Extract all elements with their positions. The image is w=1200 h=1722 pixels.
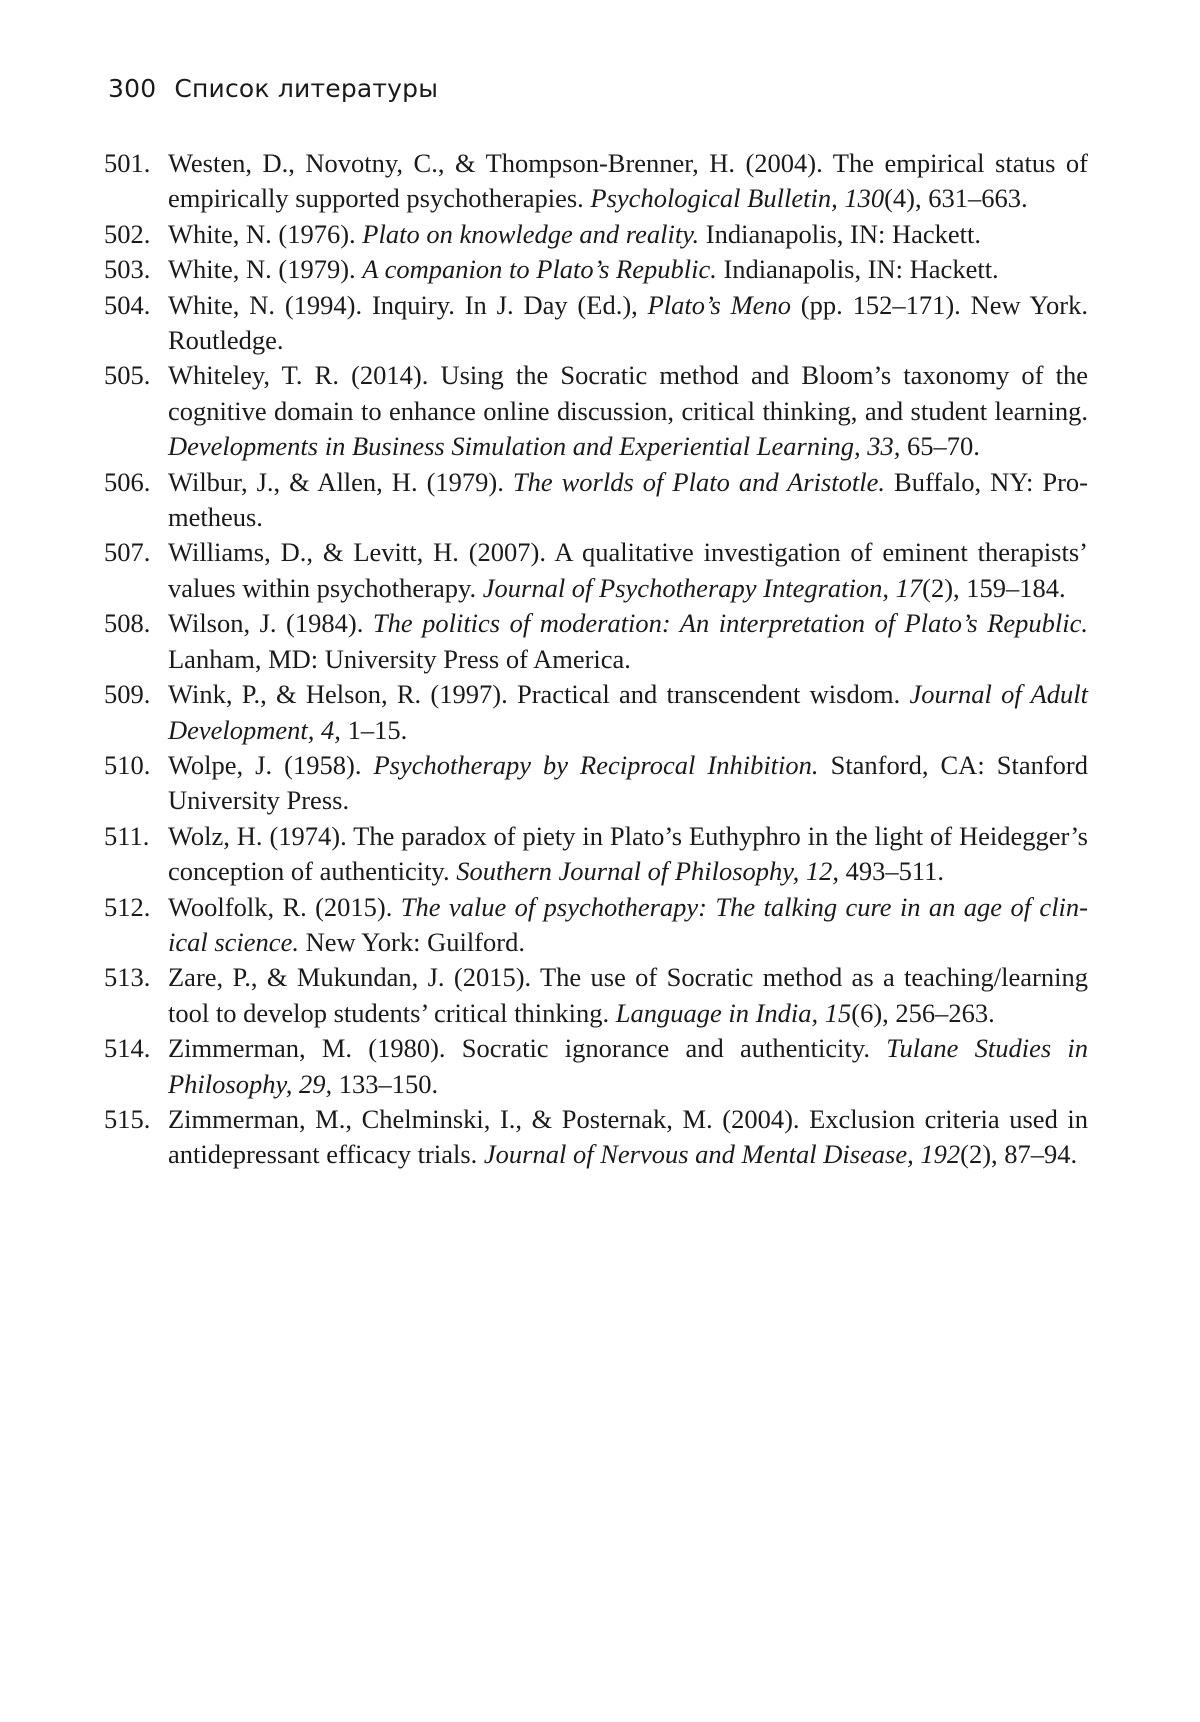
reference-source-italic: Journal of Adult Development, 4, <box>168 679 1088 745</box>
reference-item <box>104 146 1088 217</box>
reference-number: 504. <box>104 289 151 320</box>
reference-text-segment: Wolpe, J. (1958). <box>168 749 374 780</box>
reference-text-segment: (6), 256–263. <box>851 997 995 1028</box>
reference-text-segment: 65–70. <box>900 431 980 462</box>
reference-text <box>168 288 1088 359</box>
page-number: 300 <box>108 74 157 103</box>
reference-text <box>168 960 1088 1031</box>
reference-source-italic: Psychotherapy by Reciprocal Inhibition. <box>373 749 819 780</box>
reference-text-segment: (pp. 152–171). New York. Routledge. <box>168 289 1088 356</box>
reference-item <box>104 606 1088 677</box>
reference-list <box>104 146 1088 1173</box>
reference-number: 503. <box>104 254 151 285</box>
reference-number: 506. <box>104 466 151 497</box>
reference-source-italic: Tulane Studies in Philosophy, 29, <box>168 1033 1088 1099</box>
reference-number: 512. <box>104 891 151 922</box>
reference-text-segment: Wilbur, J., & Allen, H. (1979). <box>168 466 513 497</box>
reference-text-segment: Whiteley, T. R. (2014). Using the Socratic method and Bloom’s taxonomy of the cognitive domain to enhance online discussion, critical thinking, and student learning. <box>168 360 1088 426</box>
reference-text-segment: Indianapolis, IN: Hackett. <box>699 218 981 249</box>
reference-number: 501. <box>104 148 151 178</box>
reference-number: 513. <box>104 962 151 993</box>
reference-text-segment: Stanford, CA: Stanford University Press. <box>168 749 1088 816</box>
reference-source-italic: Southern Journal of Philosophy, 12, <box>456 856 839 887</box>
reference-number: 511. <box>104 820 150 851</box>
reference-text-segment: (2), 87–94. <box>960 1139 1078 1170</box>
reference-text <box>168 677 1088 748</box>
reference-text-segment: Williams, D., & Levitt, H. (2007). A qualitative investigation of eminent therapists’ values within psychotherapy. <box>168 537 1088 603</box>
reference-text <box>168 819 1088 890</box>
reference-text-segment: 493–511. <box>838 856 945 887</box>
reference-number: 510. <box>104 749 151 780</box>
reference-number: 509. <box>104 679 151 710</box>
reference-text-segment: Wolz, H. (1974). The paradox of piety in Plato’s Euthyphro in the light of Heidegger’s conception of authenticity. <box>168 820 1088 887</box>
reference-source-italic: The value of psychotherapy: The talking cure in an age of clinical science. <box>168 891 1088 957</box>
reference-text-segment: 133–150. <box>332 1068 439 1099</box>
reference-item <box>104 535 1088 606</box>
reference-text-segment: Zare, P., & Mukundan, J. (2015). The use of Socratic method as a teaching/learning tool to develop students’ critical thinking. <box>168 962 1088 1028</box>
reference-source-italic: Journal of Psychotherapy Integration, 17 <box>482 572 923 603</box>
reference-text-segment: Indianapolis, IN: Hackett. <box>716 254 999 285</box>
reference-text-segment: Buffalo, NY: Prometheus. <box>168 466 1088 533</box>
reference-text-segment: Westen, D., Novotny, C., & Thompson-Brenner, H. (2004). The empirical status of empirically supported psychotherapies. <box>168 148 1088 214</box>
reference-number: 508. <box>104 608 151 639</box>
reference-text <box>168 217 1088 252</box>
running-head <box>108 74 438 103</box>
reference-item <box>104 890 1088 961</box>
reference-item <box>104 465 1088 536</box>
reference-number: 515. <box>104 1103 151 1134</box>
reference-item <box>104 252 1088 287</box>
reference-text <box>168 535 1088 606</box>
reference-item <box>104 217 1088 252</box>
reference-number: 505. <box>104 360 151 391</box>
reference-item <box>104 1031 1088 1102</box>
reference-source-italic: Plato’s Meno <box>647 289 791 320</box>
reference-number: 502. <box>104 218 151 249</box>
reference-text <box>168 146 1088 217</box>
reference-text-segment: Woolfolk, R. (2015). <box>168 891 401 922</box>
reference-text-segment: Lanham, MD: University Press of America. <box>168 643 631 674</box>
reference-text-segment: Zimmerman, M., Chelminski, I., & Posternak, M. (2004). Exclusion criteria used in antidepressant efficacy trials. <box>168 1103 1088 1170</box>
reference-text-segment: 1–15. <box>340 714 408 745</box>
reference-text <box>168 748 1088 819</box>
reference-number: 507. <box>104 537 151 568</box>
reference-text-segment: White, N. (1994). Inquiry. In J. Day (Ed.), <box>168 289 648 320</box>
reference-text <box>168 1102 1088 1173</box>
reference-source-italic: Psychological Bulletin, 130 <box>590 183 885 214</box>
reference-text-segment: White, N. (1976). <box>168 218 363 249</box>
reference-item <box>104 358 1088 464</box>
reference-text <box>168 358 1088 464</box>
reference-source-italic: A companion to Plato’s Republic. <box>362 254 717 285</box>
reference-item <box>104 1102 1088 1173</box>
reference-source-italic: The politics of moderation: An interpretation of Plato’s Republic. <box>372 608 1088 639</box>
reference-item <box>104 960 1088 1031</box>
reference-text-segment: (4), 631–663. <box>884 183 1028 214</box>
reference-item <box>104 748 1088 819</box>
reference-source-italic: Plato on knowledge and reality. <box>362 218 700 249</box>
reference-text-segment: Wink, P., & Helson, R. (1997). Practical and transcendent wisdom. <box>168 679 910 710</box>
reference-source-italic: Developments in Business Simulation and Experiential Learning, 33, <box>168 431 901 462</box>
reference-text <box>168 890 1088 961</box>
reference-text <box>168 606 1088 677</box>
reference-item <box>104 288 1088 359</box>
reference-text <box>168 252 1088 287</box>
reference-source-italic: The worlds of Plato and Aristotle. <box>512 466 886 497</box>
reference-text-segment: White, N. (1979). <box>168 254 363 285</box>
section-title: Список литературы <box>174 74 439 103</box>
reference-text <box>168 465 1088 536</box>
reference-source-italic: Language in India, 15 <box>615 997 852 1028</box>
reference-number: 514. <box>104 1033 151 1064</box>
reference-item <box>104 819 1088 890</box>
reference-text-segment: New York: Guilford. <box>298 926 525 957</box>
reference-item <box>104 677 1088 748</box>
reference-source-italic: Journal of Nervous and Mental Disease, 192 <box>483 1139 961 1170</box>
reference-text-segment: (2), 159–184. <box>922 572 1066 603</box>
reference-text-segment: Zimmerman, M. (1980). Socratic ignorance and authenticity. <box>168 1033 887 1064</box>
reference-text <box>168 1031 1088 1102</box>
reference-text-segment: Wilson, J. (1984). <box>168 608 373 639</box>
